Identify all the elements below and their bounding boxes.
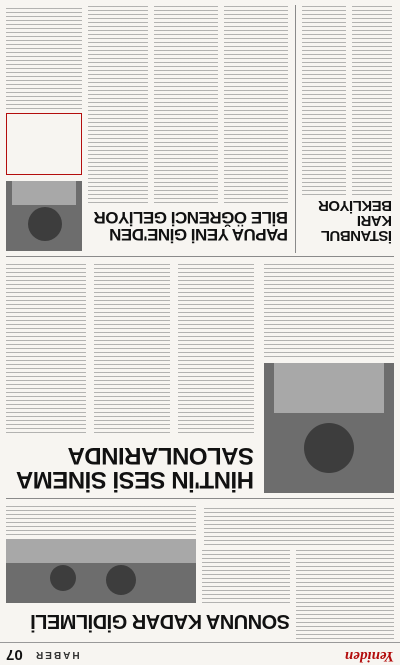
story-photo: [6, 539, 196, 603]
story-headline: HİNT'İN SESİ SİNEMA SALONLARINDA: [17, 442, 254, 493]
story-body-column: [6, 263, 86, 433]
column-divider: [295, 5, 296, 253]
story-body-column: [202, 549, 290, 603]
story-body-column: [178, 263, 254, 433]
story-headline: PAPUA YENİ GİNE'DEN BİLE ÖĞRENCİ GELİYOR: [93, 208, 288, 244]
story-body-column: [6, 505, 196, 535]
section-divider: [6, 256, 394, 257]
section-label: HABER: [34, 649, 80, 660]
story-body-column: [204, 505, 394, 545]
story-body-column: [296, 549, 394, 639]
story-body-column: [6, 5, 82, 109]
story-headline: SONUNA KADAR GİDİLMELİ: [30, 610, 290, 632]
story-photo: [6, 181, 82, 251]
story-body-column: [88, 5, 148, 203]
story-body-column: [154, 5, 218, 203]
page-number: 07: [6, 646, 23, 663]
story-body-column: [224, 5, 288, 203]
section-divider: [6, 498, 394, 499]
story-headline: İSTANBUL KARI BEKLİYOR: [318, 197, 392, 244]
story-body-column: [352, 5, 392, 195]
story-body-column: [302, 5, 346, 195]
story-photo: [264, 363, 394, 493]
masthead: [0, 642, 400, 665]
story-body-column: [264, 263, 394, 357]
sidebar-box: [6, 113, 82, 175]
story-body-column: [94, 263, 170, 433]
masthead-logo: Yeniden: [344, 648, 394, 664]
